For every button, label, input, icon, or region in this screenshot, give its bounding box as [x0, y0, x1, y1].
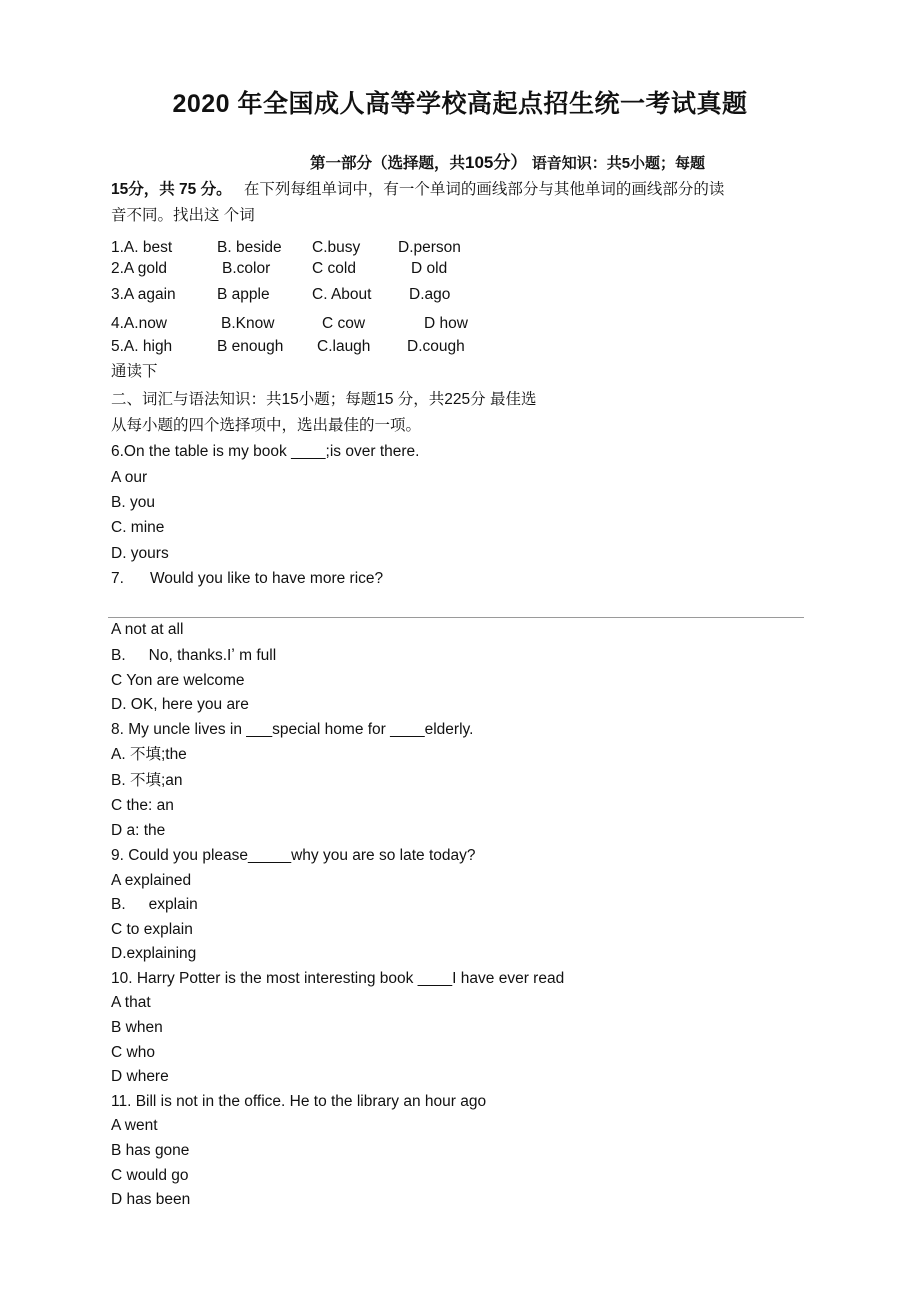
phonetic-cell: B. beside [217, 239, 282, 256]
phonetic-cell: B apple [217, 286, 270, 303]
option-text: B. 不填;an [111, 772, 183, 789]
phonetic-cell: B enough [217, 338, 284, 355]
question-text: Would you like to have more rice? [149, 570, 384, 587]
part2-instruction: 从每小题的四个选择项中，选出最佳的一项。 [111, 417, 422, 434]
phonetic-cell: C.busy [312, 239, 361, 256]
phonetic-cell: D old [411, 260, 448, 277]
phonetic-cell: 2.A gold [111, 260, 168, 277]
phonetic-cell: 1.A. best [111, 239, 173, 256]
option-text: D.explaining [111, 945, 197, 962]
option-text: A. 不填;the [111, 746, 187, 763]
option-letter: B. [111, 896, 126, 913]
part1-score: 15分，共 75 分。 [111, 181, 232, 198]
question-7-stem [111, 569, 383, 589]
question-number: 7. [111, 570, 124, 587]
option-text: D where [111, 1068, 169, 1085]
option-text: C. mine [111, 519, 165, 536]
part2-heading: 二、词汇与语法知识：共15小题；每题15 分，共225分 最佳选 [111, 391, 537, 408]
option-text: C who [111, 1044, 155, 1061]
option-text: A that [111, 994, 151, 1011]
question-6-stem: 6.On the table is my book ____;is over there. [111, 443, 420, 460]
option-text: A explained [111, 872, 192, 889]
option-text: B when [111, 1019, 163, 1036]
option-row [111, 895, 198, 915]
option-text: A not at all [111, 621, 184, 638]
part1-heading-line [310, 153, 705, 174]
phonetic-cell: D how [424, 315, 468, 332]
option-text: D a: the [111, 822, 166, 839]
option-text: D. OK, here you are [111, 696, 249, 713]
part1-phonetics: 语音知识：共5小题；每题 [531, 155, 706, 172]
option-text: B. you [111, 494, 155, 511]
part1-line2 [111, 180, 724, 200]
option-text: D has been [111, 1191, 191, 1208]
reading-label: 通读下 [111, 363, 158, 380]
option-text: C Yon are welcome [111, 672, 245, 689]
option-row [111, 646, 276, 666]
question-8-stem: 8. My uncle lives in ___special home for ____elderly. [111, 721, 474, 738]
option-text: C the: an [111, 797, 174, 814]
option-text: A went [111, 1117, 158, 1134]
question-9-stem: 9. Could you please_____why you are so late today? [111, 847, 476, 864]
option-text: C would go [111, 1167, 189, 1184]
part1-instruction: 在下列每组单词中，有一个单词的画线部分与其他单词的画线部分的读 [243, 181, 725, 198]
question-10-stem: 10. Harry Potter is the most interesting book ____I have ever read [111, 970, 565, 987]
phonetic-cell: C cow [322, 315, 366, 332]
part1-heading: 第一部分（选择题，共 [310, 155, 466, 172]
option-letter: B. [111, 647, 126, 664]
option-text: No, thanks.Iʼ m full [148, 647, 277, 664]
question-11-stem: 11. Bill is not in the office. He to the library an hour ago [111, 1093, 487, 1110]
part1-points: 105分） [465, 153, 528, 172]
phonetic-cell: C. About [312, 286, 372, 303]
phonetic-cell: D.person [398, 239, 461, 256]
option-text: A our [111, 469, 148, 486]
option-text: explain [148, 896, 198, 913]
phonetic-cell: C cold [312, 260, 356, 277]
phonetic-cell: D.cough [407, 338, 465, 355]
page-title: 2020 年全国成人高等学校高起点招生统一考试真题 [172, 90, 748, 118]
phonetic-cell: 5.A. high [111, 338, 173, 355]
option-text: C to explain [111, 921, 193, 938]
option-text: D. yours [111, 545, 169, 562]
phonetic-cell: 3.A again [111, 286, 176, 303]
option-text: B has gone [111, 1142, 190, 1159]
phonetic-cell: D.ago [409, 286, 451, 303]
phonetic-cell: C.laugh [317, 338, 371, 355]
phonetic-cell: B.Know [221, 315, 275, 332]
part1-line3: 音不同。找出这 个词 [111, 207, 255, 224]
divider-line [108, 617, 804, 618]
phonetic-cell: 4.A.now [111, 315, 168, 332]
phonetic-cell: B.color [222, 260, 271, 277]
